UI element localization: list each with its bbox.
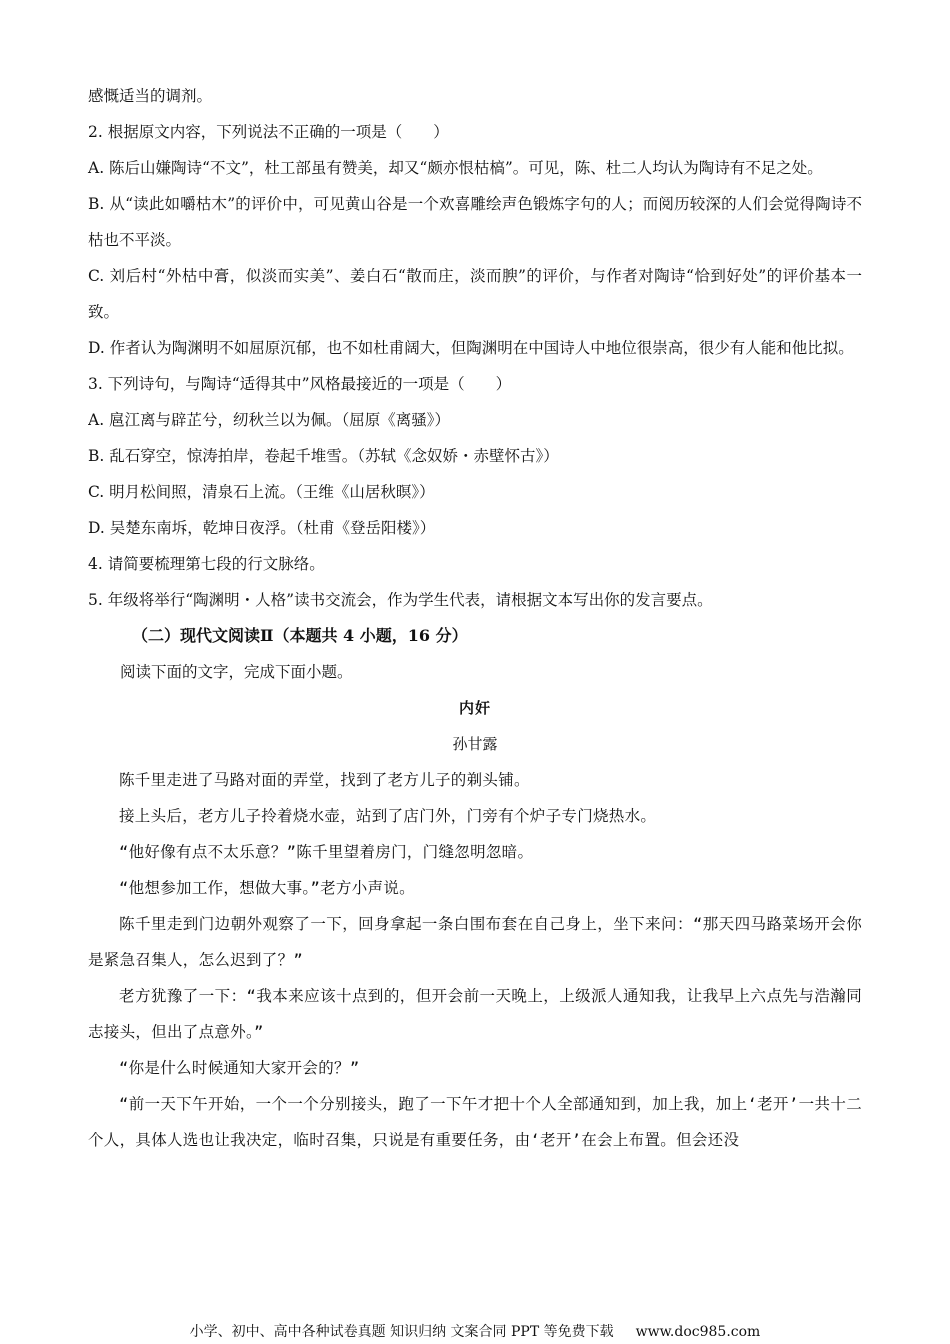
story-paragraph: “你是什么时候通知大家开会的？”: [119, 1059, 360, 1077]
footer-link[interactable]: www.doc985.com: [635, 1324, 761, 1340]
option-2c: C. 刘后村“外枯中膏，似淡而实美”、姜白石“散而庄，淡而腴”的评价，与作者对陶诗“恰到好处”的评价基本一致。: [88, 267, 862, 321]
option-3d: D. 吴楚东南坼，乾坤日夜浮。（杜甫《登岳阳楼》）: [88, 519, 436, 537]
question-4: 4. 请简要梳理第七段的行文脉络。: [88, 555, 325, 573]
option-3b: B. 乱石穿空，惊涛拍岸，卷起千堆雪。（苏轼《念奴娇・赤壁怀古》）: [88, 447, 559, 465]
story-paragraph: 陈千里走进了马路对面的弄堂，找到了老方儿子的剃头铺。: [119, 771, 530, 789]
story-paragraph: “前一天下午开始，一个一个分别接头，跑了一下午才把十个人全部通知到，加上我，加上‘老开’一共十二个人，具体人选也让我决定，临时召集，只说是有重要任务，由‘老开’在会上布置。但会还没: [88, 1095, 862, 1149]
question-2: 2. 根据原文内容，下列说法不正确的一项是（ ）: [88, 123, 449, 141]
text-line: 感慨适当的调剂。: [88, 87, 213, 105]
story-paragraph: “他好像有点不太乐意？”陈千里望着房门，门缝忽明忽暗。: [119, 843, 534, 861]
story-body: [88, 762, 862, 1158]
option-2a: A. 陈后山嫌陶诗“不文”，杜工部虽有赞美，却又“颇亦恨枯槁”。可见，陈、杜二人均认为陶诗有不足之处。: [88, 159, 823, 177]
footer-text: 小学、初中、高中各种试卷真题 知识归纳 文案合同 PPT 等免费下载: [189, 1324, 614, 1340]
page-footer: [0, 1322, 950, 1342]
story-title: 内奸: [458, 699, 491, 717]
story-paragraph: 陈千里走到门边朝外观察了一下，回身拿起一条白围布套在自己身上，坐下来问：“那天四马路菜场开会你是紧急召集人，怎么迟到了？”: [88, 915, 862, 969]
option-2b: B. 从“读此如嚼枯木”的评价中，可见黄山谷是一个欢喜雕绘声色锻炼字句的人；而阅历较深的人们会觉得陶诗不枯也不平淡。: [88, 195, 862, 249]
story-paragraph: “他想参加工作，想做大事。”老方小声说。: [119, 879, 415, 897]
story-paragraph: 老方犹豫了一下：“我本来应该十点到的，但开会前一天晚上，上级派人通知我，让我早上六点先与浩瀚同志接头，但出了点意外。”: [88, 987, 862, 1041]
story-author: 孙甘露: [452, 735, 498, 753]
question-5: 5. 年级将举行“陶渊明・人格”读书交流会，作为学生代表，请根据文本写出你的发言要点。: [88, 591, 713, 609]
option-3c: C. 明月松间照，清泉石上流。（王维《山居秋暝》）: [88, 483, 435, 501]
question-3: 3. 下列诗句，与陶诗“适得其中”风格最接近的一项是（ ）: [88, 375, 512, 393]
option-3a: A. 扈江离与辟芷兮，纫秋兰以为佩。（屈原《离骚》）: [88, 411, 451, 429]
option-2d: D. 作者认为陶渊明不如屈原沉郁，也不如杜甫阔大，但陶渊明在中国诗人中地位很崇高，很少有人能和他比拟。: [88, 339, 854, 357]
page-content: [88, 78, 862, 1158]
story-paragraph: 接上头后，老方儿子拎着烧水壶，站到了店门外，门旁有个炉子专门烧热水。: [119, 807, 657, 825]
section-heading: （二）现代文阅读Ⅱ（本题共 4 小题，16 分）: [132, 626, 468, 645]
section-intro: 阅读下面的文字，完成下面小题。: [120, 663, 353, 681]
